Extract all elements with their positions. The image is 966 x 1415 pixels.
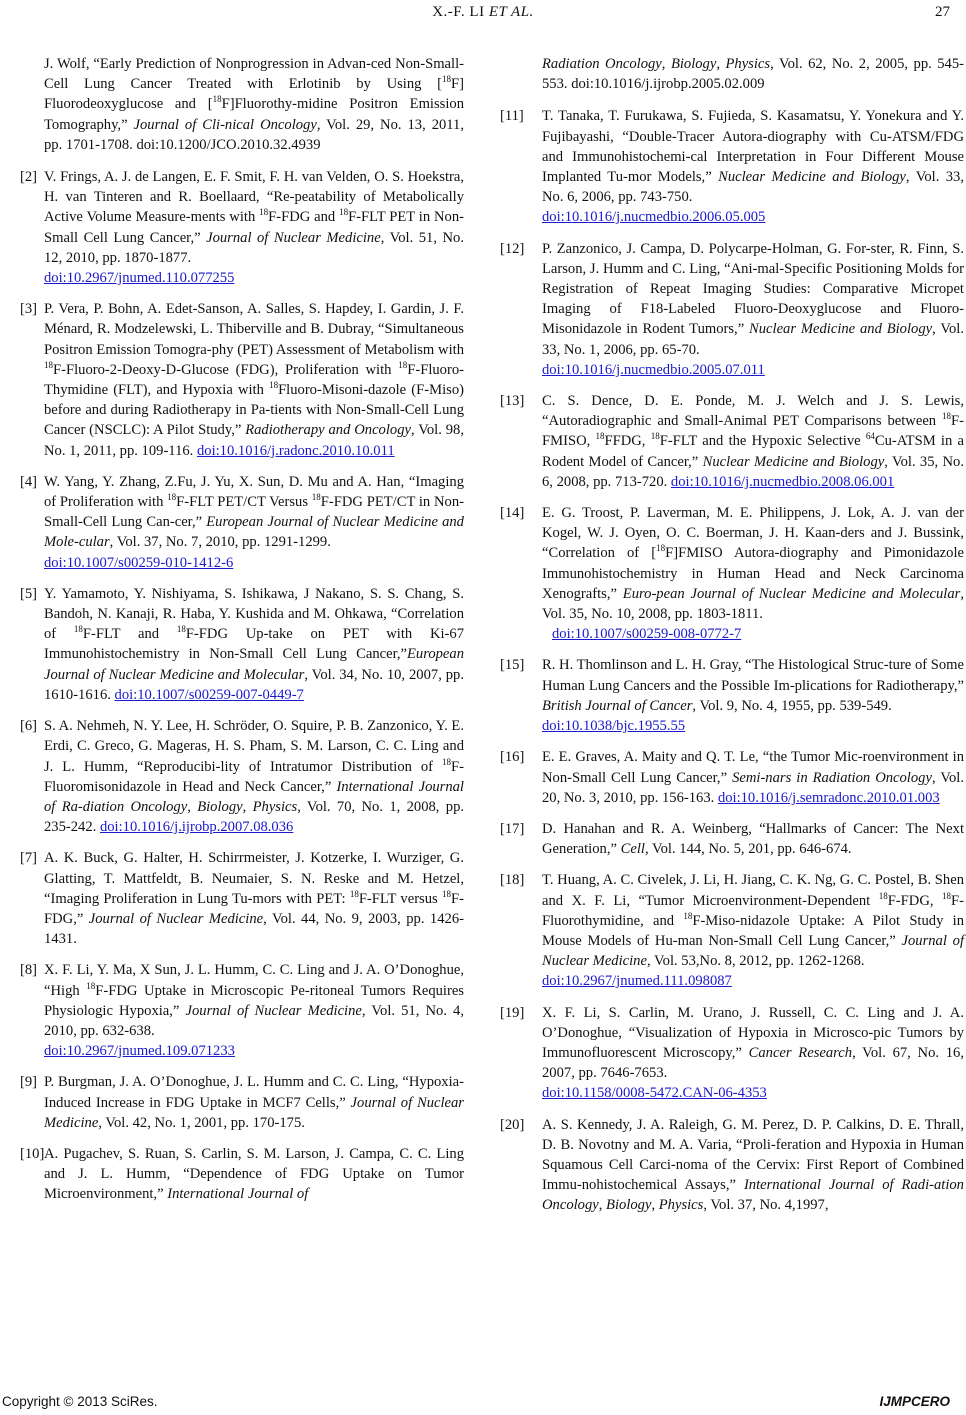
page-footer — [0, 1394, 966, 1414]
reference-number: [4] — [20, 473, 38, 490]
reference-number: [7] — [20, 850, 38, 867]
reference-continuation-1: J. Wolf, “Early Prediction of Nonprogression in Advan-ced Non-Small-Cell Lung Cancer Treated with Erlotinib by Using [$^{18}$F] Fluorodeoxyglucose and [$^{18}$F]Fluorothy-midine Positron Emission Tomography,” Journal of Cli-nical Oncology, Vol. 29, No. 13, 2011, pp. 1701-1708. doi:10.1200/JCO.2010.32.4939 — [44, 56, 464, 153]
reference-19: [19] X. F. Li, S. Carlin, M. Urano, J. Russell, C. C. Ling and J. A. O’Donoghue, “Visualization of Hypoxia in Microsco-pic Tumors by Immunofluorescent Microscopy,” Cancer Research, Vol. 67, No. 16, 2007, pp. 7646-7653. doi:10.1158/0008-5472.CAN-06-4353 — [500, 1003, 964, 1104]
reference-number: [9] — [20, 1074, 38, 1091]
journal-name: International Journal of Ra-diation Oncology — [44, 778, 464, 815]
reference-number: [20] — [500, 1116, 525, 1133]
page-number: 27 — [935, 4, 950, 20]
reference-6: [6] S. A. Nehmeh, N. Y. Lee, H. Schröder, O. Squire, P. B. Zanzonico, Y. E. Erdi, C. Greco, G. Mageras, H. S. Pham, S. M. Larson, C. C. Ling and J. L. Humm, “Reproducibi-lity of Intratumor Distribution of $^{18}$F-Fluoromisonidazole in Head and Neck Cancer,” International Journal of Ra-diation Oncology, Biology, Physics, Vol. 70, No. 1, 2008, pp. 235-242. doi:10.1016/j.ijrobp.2007.08.036 — [20, 718, 465, 836]
journal-name: Nuclear Medicine and Biology — [702, 453, 885, 470]
doi-link[interactable]: doi:10.1007/s00259-007-0449-7 — [114, 686, 304, 703]
reference-number: [14] — [500, 505, 525, 522]
reference-number: [11] — [500, 108, 524, 125]
reference-17: [17] D. Hanahan and R. A. Weinberg, “Hallmarks of Cancer: The Next Generation,” Cell, Vol. 144, No. 5, 201, pp. 646-674. — [500, 820, 964, 858]
reference-number: [17] — [500, 820, 525, 837]
journal-name: Journal of Nuclear Medicine — [88, 910, 264, 927]
reference-5: [5] Y. Yamamoto, Y. Nishiyama, S. Ishikawa, J Nakano, S. S. Chang, S. Bandoh, N. Kanaji, R. Haba, Y. Kushida and M. Ohkawa, “Correlation of $^{18}$F-FLT and $^{18}$F-FDG Up-take on PET with Ki-67 Immunohistochemistry in Non-Small Cell Lung Cancer,”European Journal of Nuclear Medicine and Molecular, Vol. 34, No. 10, 2007, pp. 1610-1616. doi:10.1007/s00259-007-0449-7 — [20, 585, 465, 703]
right-column — [500, 54, 964, 1227]
reference-15: [15] R. H. Thomlinson and L. H. Gray, “The Histological Struc-ture of Some Human Lung Cancers and the Possible Im-plications for Radiotherapy,” British Journal of Cancer, Vol. 9, No. 4, 1955, pp. 539-549. doi:10.1038/bjc.1955.55 — [500, 655, 964, 736]
doi-link[interactable]: doi:10.1038/bjc.1955.55 — [542, 718, 686, 735]
journal-name: Journal of Nuclear Medicine — [542, 932, 964, 970]
reference-8: [8] X. F. Li, Y. Ma, X Sun, J. L. Humm, C. C. Ling and J. A. O’Donoghue, “High $^{18}$F-FDG Uptake in Microscopic Pe-ritoneal Tumors Requires Physiologic Hypoxia,” Journal of Nuclear Medicine, Vol. 51, No. 4, 2010, pp. 632-638. doi:10.2967/jnumed.109.071233 — [20, 960, 464, 1061]
reference-13: [13] C. S. Dence, D. E. Ponde, M. J. Welch and J. S. Lewis, “Autoradiographic and Small-Animal PET Comparisons between $^{18}$F-FMISO, $^{18}$FFDG, $^{18}$F-FLT and the Hypoxic Selective $^{64}$Cu-ATSM in a Rodent Model of Cancer,” Nuclear Medicine and Biology, Vol. 35, No. 6, 2008, pp. 713-720. doi:10.1016/j.nucmedbio.2008.06.001 — [500, 393, 964, 490]
doi-link[interactable]: doi:10.1007/s00259-010-1412-6 — [44, 554, 234, 571]
journal-name: Physics — [252, 798, 298, 815]
reference-11: [11] T. Tanaka, T. Furukawa, S. Fujieda, S. Kasamatsu, Y. Yonekura and Y. Fujibayashi, “Double-Tracer Autora-diography with Cu-ATSM/FDG and Immunohistochemi-cal Interpretation in Four Different Mouse Implanted Tu-mor Models,” Nuclear Medicine and Biology, Vol. 33, No. 6, 2006, pp. 743-750. doi:10.1016/j.nucmedbio.2006.05.005 — [500, 106, 964, 227]
journal-name: Journal of Nuclear Medicine — [206, 229, 381, 246]
reference-12: [12] P. Zanzonico, J. Campa, D. Polycarpe-Holman, G. For-ster, R. Finn, S. Larson, J. Humm and C. Ling, “Ani-mal-Specific Positioning Molds for Registration of Repeat Imaging Studies: Comparative Micropet Imaging of F18-Labeled Fluoro-Deoxyglucose and Fluoro-Misonidazole in Rodent Tumors,” Nuclear Medicine and Biology, Vol. 33, No. 1, 2006, pp. 65-70. doi:10.1016/j.nucmedbio.2005.07.011 — [500, 239, 964, 380]
journal-name: Nuclear Medicine and Biology — [718, 169, 906, 186]
journal-name: British Journal of Cancer — [542, 697, 693, 714]
reference-20: [20] A. S. Kennedy, J. A. Raleigh, G. M. Perez, D. P. Calkins, D. E. Thrall, D. B. Novotny and M. A. Varia, “Proli-feration and Hypoxia in Human Squamous Cell Carci-noma of the Cervix: First Report of Combined Immu-nohistochemical Assays,” International Journal of Radi-ation Oncology, Biology, Physics, Vol. 37, No. 4,1997, — [500, 1116, 964, 1214]
reference-10: [10] A. Pugachev, S. Ruan, S. Carlin, S. M. Larson, J. Campa, C. C. Ling and J. L. Humm, “Dependence of FDG Uptake on Tumor Microenvironment,” International Journal of — [20, 1145, 464, 1203]
journal-name: Physics — [658, 1197, 704, 1214]
doi-link[interactable]: doi:10.1200/JCO.2010.32.4939 — [136, 136, 321, 153]
reference-number: [13] — [500, 393, 525, 410]
doi-link[interactable]: doi:10.1007/s00259-008-0772-7 — [552, 626, 742, 643]
doi-link[interactable]: doi:10.2967/jnumed.109.071233 — [44, 1043, 235, 1060]
reference-number: [10] — [20, 1145, 45, 1162]
doi-link[interactable]: doi:10.1016/j.nucmedbio.2008.06.001 — [670, 473, 895, 490]
page-header — [0, 0, 966, 30]
doi-link[interactable]: doi:10.1016/j.nucmedbio.2006.05.005 — [542, 209, 766, 226]
journal-name: Biology — [670, 56, 717, 72]
journal-name: Biology — [606, 1197, 652, 1214]
doi-link[interactable]: doi:10.1016/j.radonc.2010.10.011 — [196, 442, 395, 459]
journal-name: Radiation Oncology — [542, 56, 662, 72]
reference-number: [2] — [20, 169, 38, 186]
journal-name: Biology — [197, 798, 243, 815]
journal-name: International Journal of — [167, 1186, 309, 1203]
reference-number: [16] — [500, 749, 525, 766]
copyright-notice: Copyright © 2013 SciRes. — [2, 1394, 158, 1409]
reference-16: [16] E. E. Graves, A. Maity and Q. T. Le, “the Tumor Mic-roenvironment in Non-Small Cell Lung Cancer,” Semi-nars in Radiation Oncology, Vol. 20, No. 3, 2010, pp. 156-163. doi:10.1016/j.semradonc.2010.01.003 — [500, 749, 964, 806]
journal-abbreviation: IJMPCERO — [879, 1394, 950, 1409]
doi-link[interactable]: doi:10.1158/0008-5472.CAN-06-4353 — [542, 1085, 767, 1102]
reference-2: [2] V. Frings, A. J. de Langen, E. F. Smit, F. H. van Velden, O. S. Hoekstra, H. van Tinteren and R. Boellaard, “Re-peatability of Metabolically Active Volume Measure-ments with $^{18}$F-FDG and $^{18}$F-FLT PET in Non-Small Cell Lung Cancer,” Journal of Nuclear Medicine, Vol. 51, No. 12, 2010, pp. 1870-1877. doi:10.2967/jnumed.110.077255 — [20, 167, 464, 288]
doi-link[interactable]: doi:10.2967/jnumed.110.077255 — [44, 270, 235, 287]
journal-name: Cell — [620, 841, 645, 858]
journal-name: European Journal of Nuclear Medicine and Mole-cular — [44, 514, 464, 551]
left-column — [20, 54, 464, 1216]
reference-14: [14] E. G. Troost, P. Laverman, M. E. Philippens, J. Lok, A. J. van der Kogel, W. J. Oyen, O. C. Boerman, J. H. Kaan-ders and J. Bussink, “Correlation of [$^{18}$F]FMISO Autora-diography and Pimonidazole Immunohistochemistry in Human Head and Neck Carcinoma Xenografts,” Euro-pean Journal of Nuclear Medicine and Molecular, Vol. 35, No. 10, 2008, pp. 1803-1811. doi:10.1007/s00259-008-0772-7 — [500, 503, 964, 644]
running-head — [0, 4, 966, 21]
journal-name: Physics — [725, 56, 771, 72]
journal-name: Nuclear Medicine and Biology — [749, 321, 933, 338]
doi-link[interactable]: doi:10.1016/j.ijrobp.2007.08.036 — [99, 819, 294, 836]
reference-number: [15] — [500, 657, 525, 674]
reference-18: [18] T. Huang, A. C. Civelek, J. Li, H. Jiang, C. K. Ng, G. C. Postel, B. Shen and X. F. Li, “Tumor Microenvironment-Dependent $^{18}$F-FDG, $^{18}$F-Fluorothymidine, and $^{18}$F-Miso-nidazole Uptake: A Pilot Study in Mouse Models of Hu-man Non-Small Cell Lung Cancer,” Journal of Nuclear Medicine, Vol. 53,No. 8, 2012, pp. 1262-1268. doi:10.2967/jnumed.111.098087 — [500, 870, 964, 991]
reference-4: [4] W. Yang, Y. Zhang, Z.Fu, J. Yu, X. Sun, D. Mu and A. Han, “Imaging of Proliferation with $^{18}$F-FLT PET/CT Versus $^{18}$F-FDG PET/CT in Non-Small-Cell Lung Can-cer,” European Journal of Nuclear Medicine and Mole-cular, Vol. 37, No. 7, 2010, pp. 1291-1299. doi:10.1007/s00259-010-1412-6 — [20, 472, 464, 573]
reference-continuation-10: Radiation Oncology, Biology, Physics, Vol. 62, No. 2, 2005, pp. 545-553. doi:10.1016/j.ijrobp.2005.02.009 — [542, 56, 965, 93]
reference-3: [3] P. Vera, P. Bohn, A. Edet-Sanson, A. Salles, S. Hapdey, I. Gardin, J. F. Ménard, R. Modzelewski, L. Thiberville and B. Dubray, “Simultaneous Positron Emission Tomogra-phy (PET) Assessment of Metabolism with $^{18}$F-Fluoro-2-Deoxy-D-Glucose (FDG), Proliferation with $^{18}$F-Fluoro-Thymidine (FLT), and Hypoxia with $^{18}$Fluoro-Misoni-dazole (F-Miso) before and during Radiotherapy in Pa-tients with Non-Small-Cell Lung Cancer (NSCLC): A Pilot Study,” Radiotherapy and Oncology, Vol. 98, No. 1, 2011, pp. 109-116. doi:10.1016/j.radonc.2010.10.011 — [20, 301, 464, 459]
reference-number: [5] — [20, 585, 38, 602]
doi-link[interactable]: doi:10.1016/j.ijrobp.2005.02.009 — [571, 76, 765, 93]
journal-name: Journal of Nuclear Medicine — [44, 1094, 464, 1131]
reference-7: [7] A. K. Buck, G. Halter, H. Schirrmeister, J. Kotzerke, I. Wurziger, G. Glatting, T. Mattfeldt, B. Neumaier, S. N. Reske and M. Hetzel, “Imaging Proliferation in Lung Tu-mors with PET: $^{18}$F-FLT versus $^{18}$F-FDG,” Journal of Nuclear Medicine, Vol. 44, No. 9, 2003, pp. 1426-1431. — [20, 850, 464, 948]
doi-link[interactable]: doi:10.1016/j.nucmedbio.2005.07.011 — [542, 361, 765, 378]
reference-number: [8] — [20, 962, 38, 979]
journal-name: Radiotherapy and Oncology — [245, 422, 411, 439]
journal-name: Semi-nars in Radiation Oncology — [732, 769, 932, 786]
doi-link[interactable]: doi:10.1016/j.semradonc.2010.01.003 — [717, 789, 940, 806]
journal-name: Journal of Nuclear Medicine — [185, 1002, 362, 1019]
reference-number: [3] — [20, 301, 38, 318]
journal-name: Journal of Cli-nical Oncology — [133, 116, 317, 133]
doi-link[interactable]: doi:10.2967/jnumed.111.098087 — [542, 973, 732, 990]
reference-number: [18] — [500, 872, 525, 889]
reference-number: [12] — [500, 240, 525, 257]
reference-9: [9] P. Burgman, J. A. O’Donoghue, J. L. Humm and C. C. Ling, “Hypoxia-Induced Increase in FDG Uptake in MCF7 Cells,” Journal of Nuclear Medicine, Vol. 42, No. 1, 2001, pp. 170-175. — [20, 1074, 464, 1131]
running-head-author: X.-F. LI — [432, 4, 485, 20]
journal-name: International Journal of Radi-ation Oncology — [542, 1177, 964, 1214]
journal-name: European Journal of Nuclear Medicine and Molecular — [44, 646, 464, 683]
journal-name: Euro-pean Journal of Nuclear Medicine and Molecular — [622, 585, 961, 602]
reference-number: [19] — [500, 1004, 525, 1021]
reference-number: [6] — [20, 718, 38, 735]
journal-name: Cancer Research — [748, 1044, 853, 1061]
running-head-et-al: ET AL. — [488, 4, 534, 20]
